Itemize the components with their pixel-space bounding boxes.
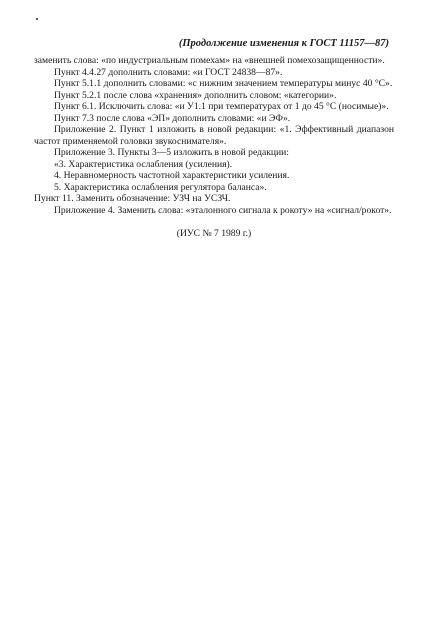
running-header: (Продолжение изменения к ГОСТ 11157—87) xyxy=(178,38,389,49)
paragraph-3: Пункт 5.1.1 дополнить словами: «с нижним значением температуры минус 40 °С». xyxy=(54,78,393,89)
paragraph-9: «3. Характеристика ослабления (усиления). xyxy=(54,158,233,170)
paragraph-11: 5. Характеристика ослабления регулятора баланса». xyxy=(54,181,267,193)
paragraph-1: заменить слова: «по индустриальным помехам» на «внешней помехозащищенности». xyxy=(34,55,385,66)
paragraph-12: Пункт 11. Заменить обозначение: УЗЧ на УСЗЧ. xyxy=(34,193,231,204)
paragraph-7: Приложение 2. Пункт 1 изложить в новой редакции: «1. Эффективный диапазон частот применяемой головки звукоснимателя». xyxy=(34,124,394,147)
paragraph-2: Пункт 4.4.27 дополнить словами: «и ГОСТ 24838—87». xyxy=(54,66,283,78)
amendment-body xyxy=(34,55,394,240)
paragraph-5: Пункт 6.1. Исключить слова: «и У1.1 при температурах от 1 до 45 °С (носимые)». xyxy=(54,101,389,112)
paragraph-8: Приложение 3. Пункты 3—5 изложить в новой редакции: xyxy=(54,147,289,158)
paragraph-4: Пункт 5.2.1 после слова «хранения» дополнить словом: «категории». xyxy=(54,89,337,101)
paragraph-6: Пункт 7.3 после слова «ЭП» дополнить словами: «и ЭФ». xyxy=(54,112,291,124)
paragraph-10: 4. Неравномерность частотной характеристики усиления. xyxy=(54,170,290,181)
scan-mark xyxy=(36,18,38,20)
publication-reference: (ИУС № 7 1989 г.) xyxy=(176,228,252,239)
paragraph-13: Приложение 4. Заменить слова: «эталонного сигнала к рокоту» на «сигнал/рокот». xyxy=(54,204,392,216)
